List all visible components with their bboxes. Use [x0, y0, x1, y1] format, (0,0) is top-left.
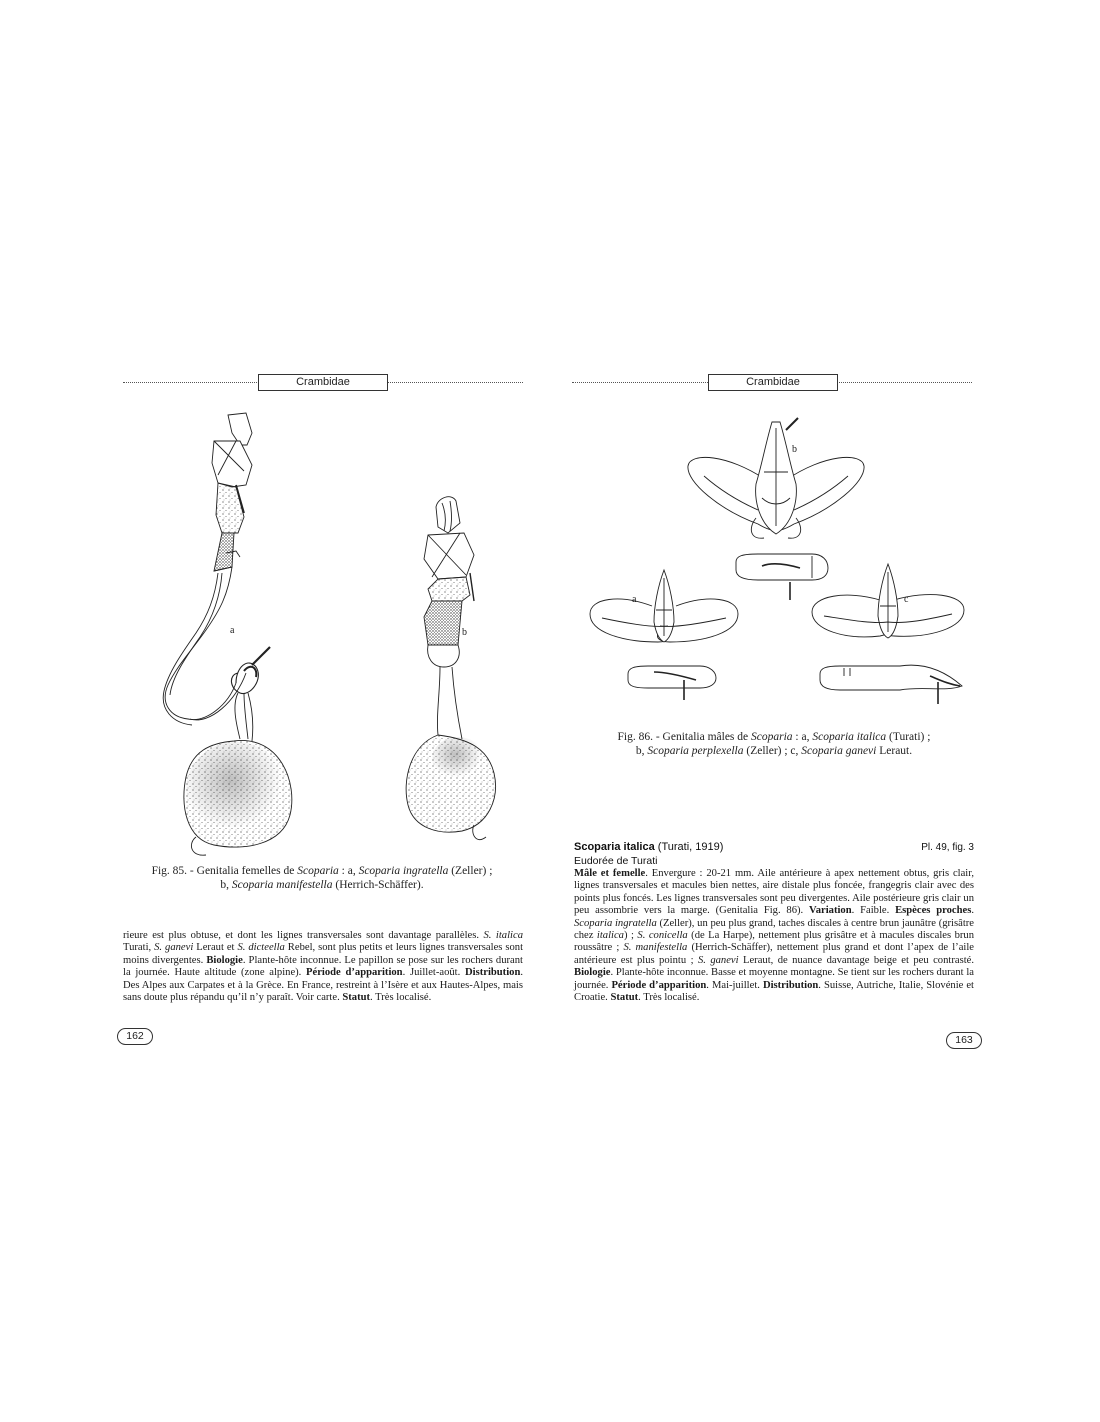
- page-number: 162: [117, 1028, 153, 1045]
- running-header: Crambidae: [708, 374, 838, 391]
- species-name: Scoparia italica: [574, 841, 655, 853]
- figure-86c-aedeagus: [820, 665, 962, 704]
- common-name: Eudorée de Turati: [574, 855, 658, 867]
- figure-86c-drawing: [812, 564, 964, 638]
- figure-86b-aedeagus: [736, 554, 828, 600]
- species-author: (Turati, 1919): [657, 841, 724, 853]
- figure-85b-drawing: [406, 497, 495, 840]
- caption-line: Fig. 86. - Genitalia mâles de Scoparia : a, Scoparia italica (Turati) ;: [617, 731, 931, 743]
- caption-line: Fig. 85. - Genitalia femelles de Scoparia : a, Scoparia ingratella (Zeller) ;: [151, 865, 493, 877]
- species-heading: [574, 841, 723, 853]
- body-text: rieure est plus obtuse, et dont les lignes transversales sont davantage parallèles. S. italica Turati, S. ganevi Leraut et S. dicteella Rebel, sont plus petits et leurs lignes transversales sont moins divergentes. Biologie. Plante-hôte inconnue. Le papillon se pose sur les rochers durant la journée. Haute altitude (zone alpine). Période d’apparition. Juillet-août. Distribution. Des Alpes aux Carpates et à la Grèce. En France, restreint à l’Isère et aux Hautes-Alpes, mais sans doute plus répandu qu’il n’y paraît. Voir carte. Statut. Très localisé.: [123, 930, 524, 1004]
- figure-86-illustration: [550, 410, 1100, 730]
- figure-85a-drawing: [163, 413, 292, 855]
- figure-85a-label: a: [230, 625, 235, 636]
- figure-86c-label: c: [904, 594, 909, 605]
- figure-86b-drawing: [688, 418, 864, 538]
- figure-86a-drawing: [590, 570, 738, 642]
- figure-86b-label: b: [792, 444, 797, 455]
- right-page: [550, 0, 1100, 1422]
- plate-reference: Pl. 49, fig. 3: [921, 842, 974, 853]
- figure-85-illustration: [0, 405, 550, 865]
- figure-86a-label: a: [632, 594, 637, 605]
- caption-line: b, Scoparia perplexella (Zeller) ; c, Scoparia ganevi Leraut.: [635, 745, 913, 757]
- figure-86a-aedeagus: [628, 666, 716, 700]
- figure-85-caption: [120, 864, 524, 892]
- species-description: Mâle et femelle. Envergure : 20-21 mm. Aile antérieure à apex nettement obtus, gris clair, lignes transversales et macules bien nettes, aire distale plus foncée, frangegris clair avec des points plus foncés. Les lignes transversales sont peu divergentes. Aile postérieure gris clair un peu assombrie vers la marge. (Genitalia Fig. 86). Variation. Faible. Espèces proches. Scoparia ingratella (Zeller), un peu plus grand, taches discales à centre brun jaunâtre (grisâtre chez italica) ; S. conicella (de La Harpe), nettement plus grisâtre et à macules discales brun roussâtre ; S. manifestella (Herrich-Schäffer), nettement plus grand et dont l’apex de l’aile antérieure est plus pointu ; S. ganevi Leraut, de nuance davantage beige et peu contrasté. Biologie. Plante-hôte inconnue. Basse et moyenne montagne. Se tient sur les rochers durant la journée. Période d’apparition. Mai-juillet. Distribution. Suisse, Autriche, Italie, Slovénie et Croatie. Statut. Très localisé.: [574, 868, 975, 1004]
- caption-line: b, Scoparia manifestella (Herrich-Schäffer).: [220, 879, 424, 891]
- figure-85b-label: b: [462, 627, 467, 638]
- page-number: 163: [946, 1032, 982, 1049]
- figure-86-caption: [612, 730, 936, 758]
- running-header: Crambidae: [258, 374, 388, 391]
